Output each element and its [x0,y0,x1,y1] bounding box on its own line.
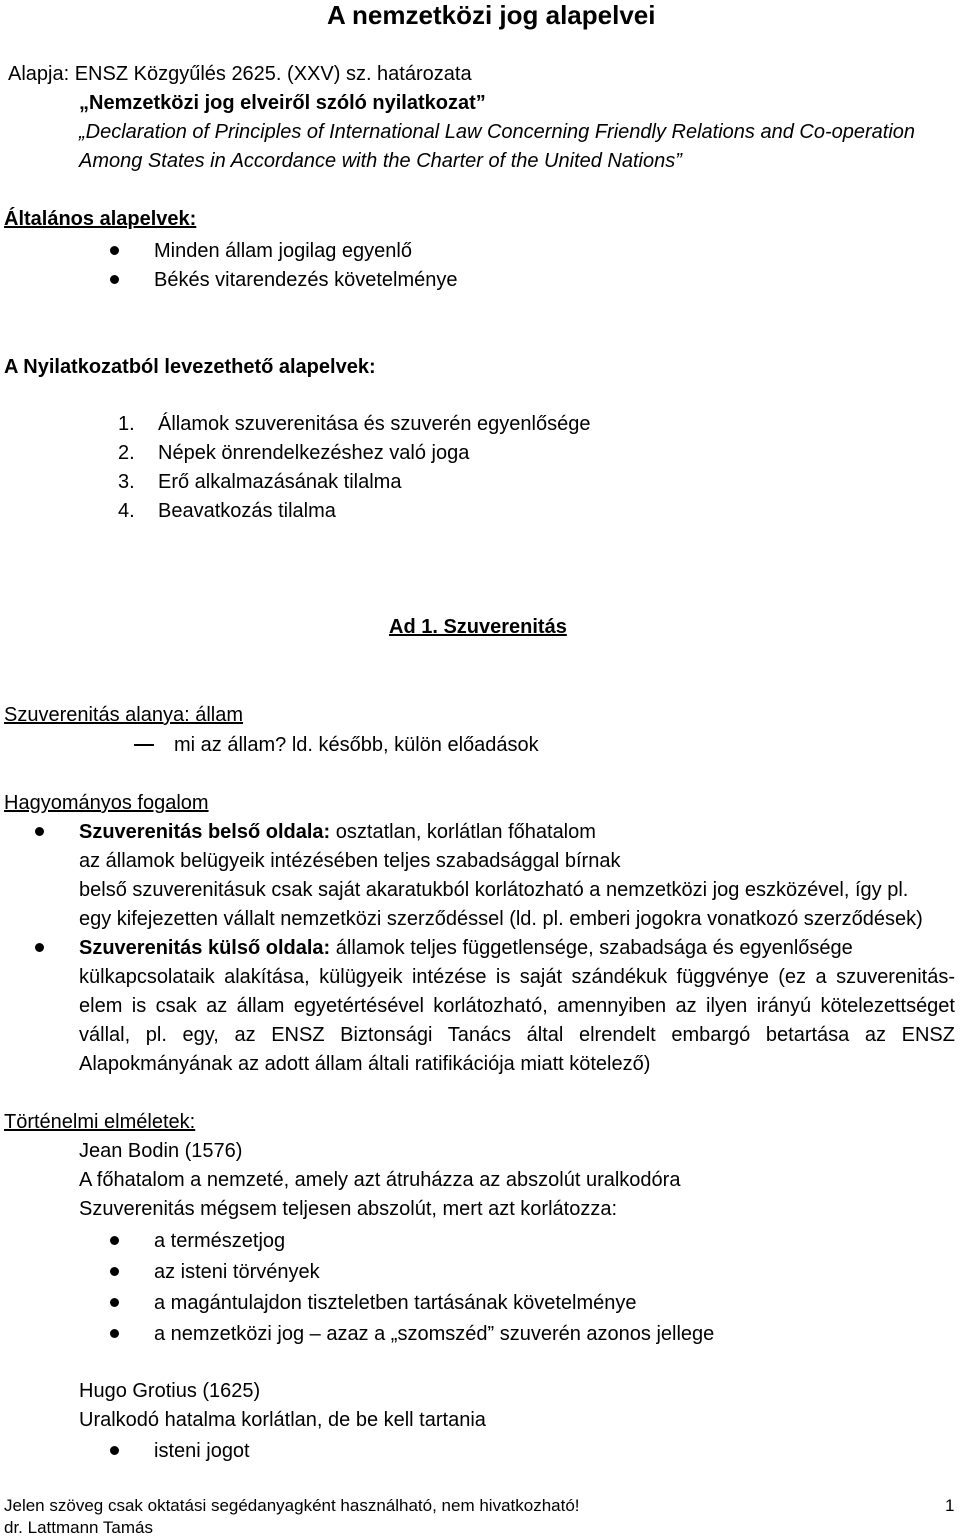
general-heading: Általános alapelvek: [4,208,197,230]
derived-item-text: Beavatkozás tilalma [158,500,336,522]
basis-line: Alapja: ENSZ Közgyűlés 2625. (XXV) sz. határozata [8,63,472,85]
derived-item-number: 3. [118,471,135,493]
footer-author: dr. Lattmann Tamás [4,1518,153,1537]
internal-side-line: belső szuverenitásuk csak saját akaratukból korlátozható a nemzetközi jog eszközével, így pl. [79,879,909,901]
derived-item-text: Államok szuverenitása és szuverén egyenlősége [158,413,591,435]
grotius-item: isteni jogot [154,1440,250,1462]
footer-page-number: 1 [945,1496,955,1515]
external-side-line: elem is csak az állam egyetértésével korlátozható, amennyiben az ilyen irányú kötelezettséget [79,995,955,1017]
general-item: Minden állam jogilag egyenlő [154,240,412,262]
subject-dash-item: mi az állam? ld. később, külön előadások [174,734,539,756]
derived-item-number: 1. [118,413,135,435]
grotius-line: Uralkodó hatalma korlátlan, de be kell tartania [79,1409,486,1431]
derived-item [118,499,336,523]
declaration-hu: „Nemzetközi jog elveiről szóló nyilatkozat” [79,92,486,114]
bodin-limit-item: a magántulajdon tiszteletben tartásának követelménye [154,1292,637,1314]
internal-side-line: az államok belügyeik intézésében teljes szabadsággal bírnak [79,850,621,872]
declaration-en-line2: Among States in Accordance with the Charter of the United Nations” [79,150,682,172]
history-heading: Történelmi elméletek: [4,1111,196,1133]
bodin-limit-item: a természetjog [154,1230,286,1252]
derived-item-text: Erő alkalmazásának tilalma [158,471,402,493]
derived-item-text: Népek önrendelkezéshez való joga [158,442,470,464]
external-side-text: államok teljes függetlensége, szabadsága és egyenlősége [335,937,853,959]
internal-side-label: Szuverenitás belső oldala: [79,821,331,843]
bodin-name: Jean Bodin (1576) [79,1140,243,1162]
traditional-heading: Hagyományos fogalom [4,792,209,814]
page-title: A nemzetközi jog alapelvei [327,0,656,30]
bodin-line: Szuverenitás mégsem teljesen abszolút, mert azt korlátozza: [79,1198,618,1220]
external-side-line [79,936,853,960]
internal-side-text: osztatlan, korlátlan főhatalom [335,821,596,843]
external-side-line: Alapokmányának az adott állam általi ratifikációja miatt kötelező) [79,1053,651,1075]
bodin-line: A főhatalom a nemzeté, amely azt átruházza az abszolút uralkodóra [79,1169,681,1191]
subject-heading: Szuverenitás alanya: állam [4,704,244,726]
external-side-line: külkapcsolataik alakítása, külügyeik intézése is saját szándékuk függvénye (ez a szuverenitás- [79,966,955,988]
grotius-name: Hugo Grotius (1625) [79,1380,261,1402]
declaration-en-line1: „Declaration of Principles of International Law Concerning Friendly Relations and Co-operation [79,121,916,143]
section-heading-ad1: Ad 1. Szuverenitás [389,616,567,638]
external-side-label: Szuverenitás külső oldala: [79,937,331,959]
derived-item [118,470,402,494]
internal-side-line: egy kifejezetten vállalt nemzetközi szerződéssel (ld. pl. emberi jogokra vonatkozó szerződések) [79,908,923,930]
derived-item-number: 4. [118,500,135,522]
bodin-limit-item: a nemzetközi jog – azaz a „szomszéd” szuverén azonos jellege [154,1323,715,1345]
bodin-limit-item: az isteni törvények [154,1261,320,1283]
derived-item [118,441,470,465]
general-item: Békés vitarendezés követelménye [154,269,458,291]
external-side-line: vállal, pl. egy, az ENSZ Biztonsági Tanács által elrendelt embargó betartása az ENSZ [79,1024,955,1046]
footer-note: Jelen szöveg csak oktatási segédanyagként használható, nem hivatkozható! [4,1496,580,1515]
derived-item [118,412,591,436]
internal-side-line [79,820,596,844]
derived-item-number: 2. [118,442,135,464]
derived-heading: A Nyilatkozatból levezethető alapelvek: [4,356,376,378]
